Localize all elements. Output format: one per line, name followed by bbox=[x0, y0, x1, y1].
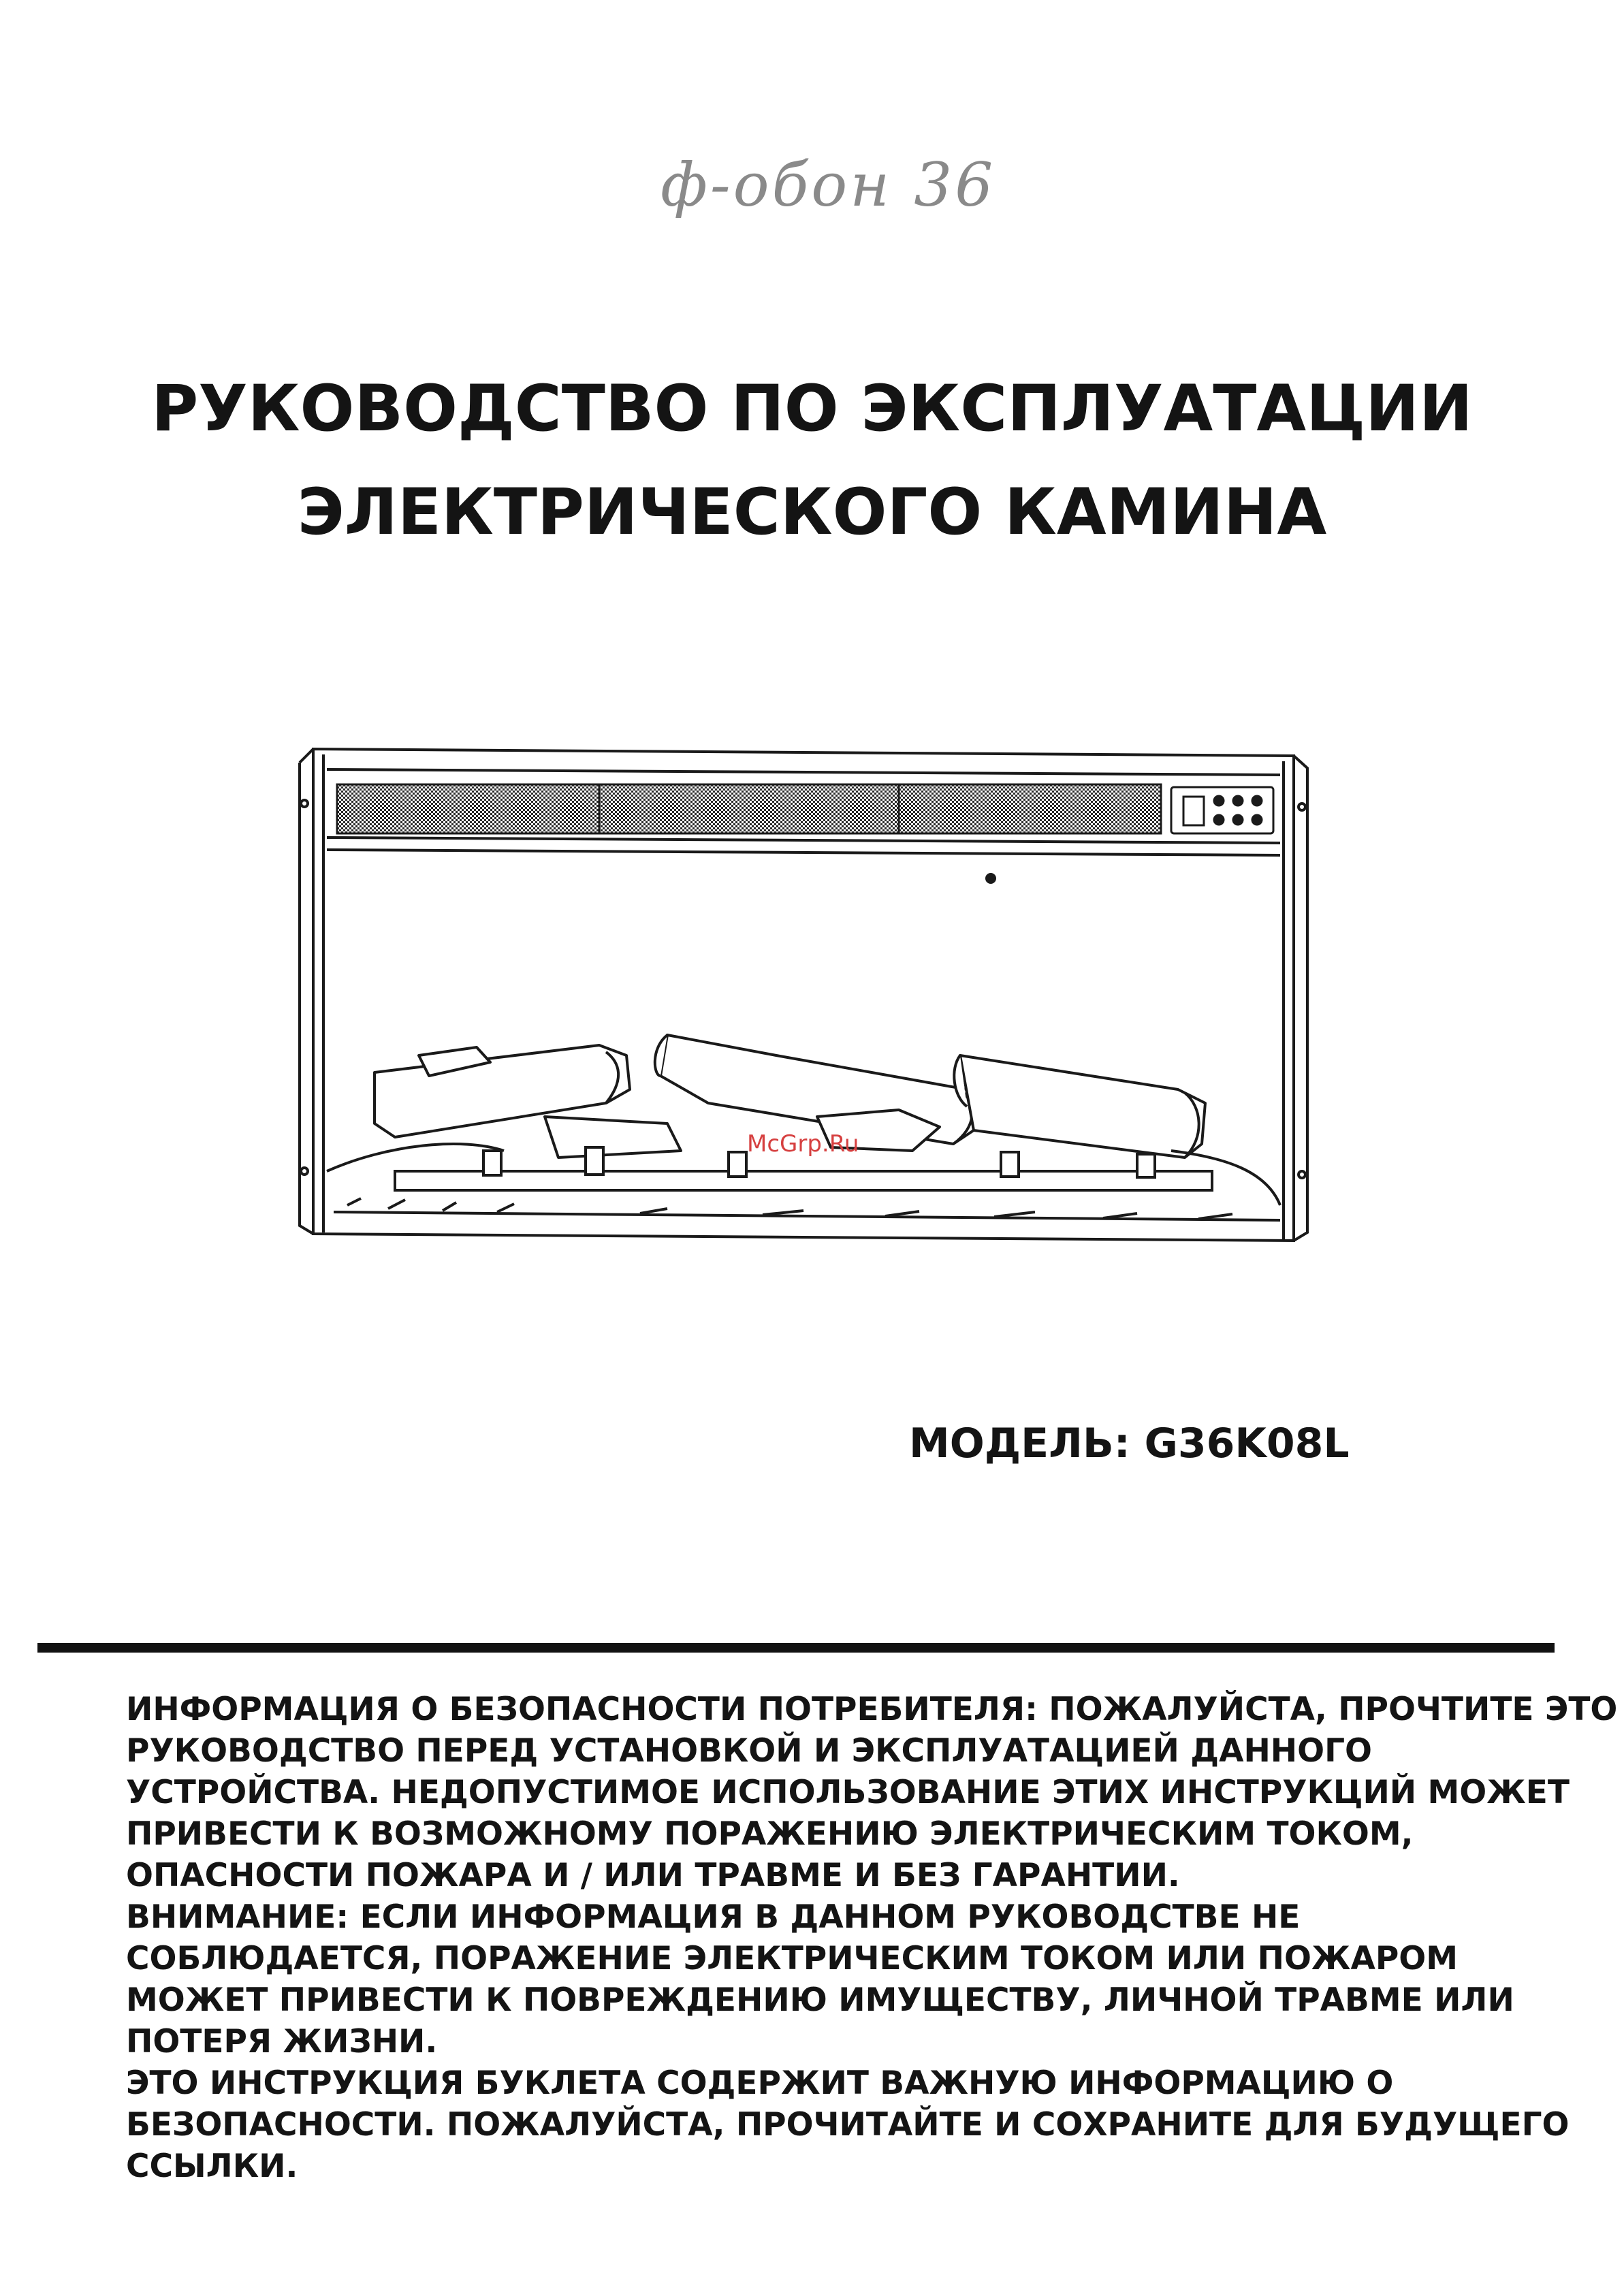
safety-line: ЭТО ИНСТРУКЦИЯ БУКЛЕТА СОДЕРЖИТ ВАЖНУЮ ИНФОРМАЦИЮ О bbox=[126, 2065, 1394, 2102]
safety-line: РУКОВОДСТВО ПЕРЕД УСТАНОВКОЙ И ЭКСПЛУАТАЦИЕЙ ДАННОГО bbox=[126, 1732, 1372, 1770]
ember-tray bbox=[395, 1171, 1212, 1190]
watermark-text: McGrp.Ru bbox=[747, 1130, 859, 1158]
model-label: МОДЕЛЬ: G36K08L bbox=[909, 1420, 1350, 1467]
safety-line: МОЖЕТ ПРИВЕСТИ К ПОВРЕЖДЕНИЮ ИМУЩЕСТВУ, ЛИЧНОЙ ТРАВМЕ ИЛИ bbox=[126, 1981, 1514, 2019]
handwritten-note: ф-обон 36 bbox=[660, 150, 996, 220]
safety-paragraph-1 bbox=[126, 1689, 1618, 1896]
heater-grille bbox=[337, 784, 1161, 833]
safety-paragraph-3 bbox=[126, 2062, 1570, 2187]
safety-notice bbox=[126, 1689, 1618, 2187]
safety-line: ИНФОРМАЦИЯ О БЕЗОПАСНОСТИ ПОТРЕБИТЕЛЯ: ПОЖАЛУЙСТА, ПРОЧТИТЕ ЭТО bbox=[126, 1691, 1618, 1728]
fireplace-illustration bbox=[286, 735, 1321, 1260]
page-title bbox=[0, 357, 1624, 564]
safety-line: ОПАСНОСТИ ПОЖАРА И / ИЛИ ТРАВМЕ И БЕЗ ГАРАНТИИ. bbox=[126, 1857, 1180, 1894]
safety-line: ПОТЕРЯ ЖИЗНИ. bbox=[126, 2023, 438, 2060]
safety-line: УСТРОЙСТВА. НЕДОПУСТИМОЕ ИСПОЛЬЗОВАНИЕ ЭТИХ ИНСТРУКЦИЙ МОЖЕТ bbox=[126, 1774, 1570, 1811]
title-line-1: РУКОВОДСТВО ПО ЭКСПЛУАТАЦИИ bbox=[151, 372, 1473, 446]
control-panel bbox=[1171, 787, 1273, 833]
safety-line: СОБЛЮДАЕТСЯ, ПОРАЖЕНИЕ ЭЛЕКТРИЧЕСКИМ ТОКОМ ИЛИ ПОЖАРОМ bbox=[126, 1940, 1458, 1977]
safety-line: БЕЗОПАСНОСТИ. ПОЖАЛУЙСТА, ПРОЧИТАЙТЕ И СОХРАНИТЕ ДЛЯ БУДУЩЕГО bbox=[126, 2106, 1570, 2144]
safety-line: ССЫЛКИ. bbox=[126, 2148, 298, 2185]
safety-line: ПРИВЕСТИ К ВОЗМОЖНОМУ ПОРАЖЕНИЮ ЭЛЕКТРИЧЕСКИМ ТОКОМ, bbox=[126, 1815, 1414, 1853]
title-line-2: ЭЛЕКТРИЧЕСКОГО КАМИНА bbox=[297, 475, 1327, 549]
section-divider bbox=[37, 1643, 1555, 1653]
safety-line: ВНИМАНИЕ: ЕСЛИ ИНФОРМАЦИЯ В ДАННОМ РУКОВОДСТВЕ НЕ bbox=[126, 1898, 1301, 1936]
safety-paragraph-2 bbox=[126, 1896, 1542, 2062]
